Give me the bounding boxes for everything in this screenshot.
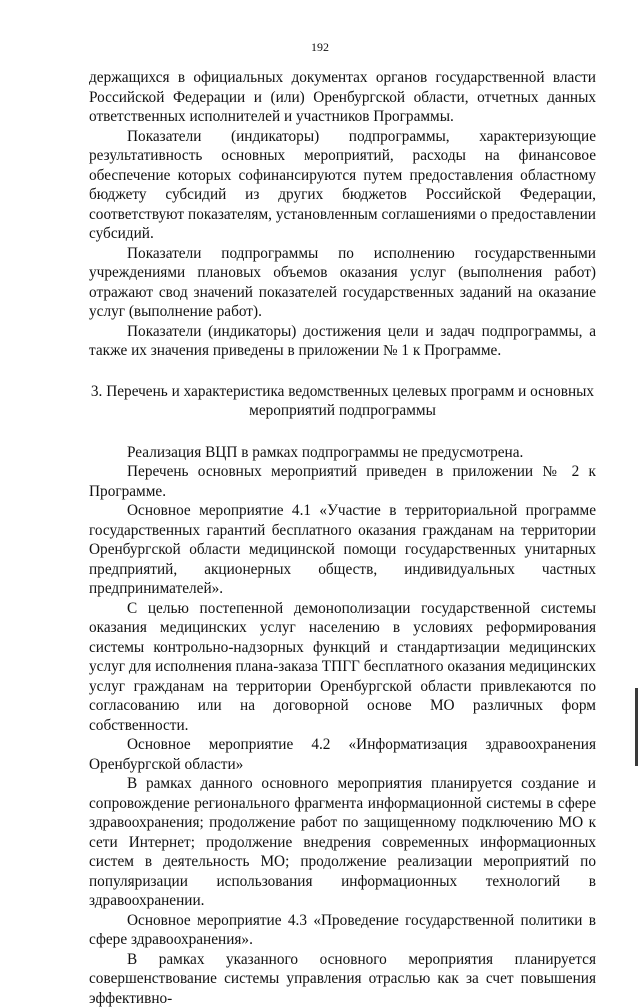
paragraph-measures-list: Перечень основных мероприятий приведен в приложении № 2 к Программе. (89, 462, 596, 501)
paragraph-indicators-cofinancing: Показатели (индикаторы) подпрограммы, характеризующие результативность основных мероприятий, расходы на финансовое обеспечение которых софинансируются путем предоставления областному бюджету субсидий из других бюджетов Российской Федерации, соответствуют показателям, установленным соглашениями о предоставлении субсидий. (89, 127, 596, 244)
document-body (89, 68, 596, 1008)
paragraph-measure-4-1: Основное мероприятие 4.1 «Участие в территориальной программе государственных гарантий бесплатного оказания гражданам на территории Оренбургской области медицинской помощи государственных унитарных предприятий, акционерных обществ, индивидуальных частных предпринимателей». (89, 501, 596, 599)
paragraph-measure-4-2: Основное мероприятие 4.2 «Информатизация здравоохранения Оренбургской области» (89, 735, 596, 774)
paragraph-informatization: В рамках данного основного мероприятия планируется создание и сопровождение регионального фрагмента информационной системы в сфере здравоохранения; продолжение работ по защищенному подключению МО к сети Интернет; продолжение внедрения современных информационных систем в деятельность МО; продолжение реализации мероприятий по популяризации использования информационных технологий в здравоохранении. (89, 774, 596, 911)
page-edge-mark (635, 688, 638, 766)
paragraph-continuation: держащихся в официальных документах органов государственной власти Российской Федерации и (или) Оренбургской области, отчетных данных ответственных исполнителей и участников Программы. (89, 68, 596, 127)
paragraph-management: В рамках указанного основного мероприятия планируется совершенствование системы управления отраслью как за счет повышения эффективно- (89, 950, 596, 1008)
paragraph-vcp: Реализация ВЦП в рамках подпрограммы не предусмотрена. (89, 443, 596, 463)
paragraph-indicators-services: Показатели подпрограммы по исполнению государственными учреждениями плановых объемов оказания услуг (выполнения работ) отражают свод значений показателей государственных заданий на оказание услуг (выполнение работ). (89, 244, 596, 322)
paragraph-indicators-appendix: Показатели (индикаторы) достижения цели и задач подпрограммы, а также их значения приведены в приложении № 1 к Программе. (89, 322, 596, 361)
page-number: 192 (0, 40, 640, 54)
paragraph-demonopolization: С целью постепенной демонополизации государственной системы оказания медицинских услуг населению в условиях реформирования системы контрольно-надзорных функций и стандартизации медицинских услуг для исполнения плана-заказа ТПГГ бесплатного оказания медицинских услуг гражданам на территории Оренбургской области привлекаются по согласованию или на договорной основе МО различных форм собственности. (89, 599, 596, 736)
section-heading: 3. Перечень и характеристика ведомственных целевых программ и основных мероприятий подпрограммы (89, 382, 596, 421)
paragraph-measure-4-3: Основное мероприятие 4.3 «Проведение государственной политики в сфере здравоохранения». (89, 911, 596, 950)
